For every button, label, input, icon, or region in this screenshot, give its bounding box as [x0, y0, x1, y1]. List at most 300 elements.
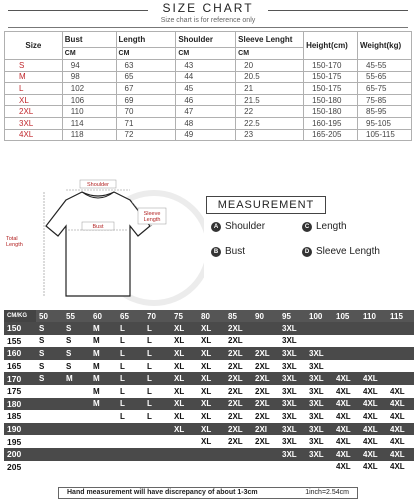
weight-header-cell: 75 — [171, 310, 198, 322]
size-recommendation-cell — [252, 322, 279, 335]
weight-height-grid — [4, 310, 414, 473]
size-recommendation-cell — [117, 461, 144, 474]
size-value-length: 65 — [116, 71, 176, 83]
size-recommendation-cell: 2XL — [225, 360, 252, 373]
size-recommendation-cell — [279, 461, 306, 474]
weight-header-cell: 110 — [360, 310, 387, 322]
size-recommendation-cell: 2XI — [252, 423, 279, 436]
size-recommendation-cell — [90, 461, 117, 474]
size-value-shoulder: 43 — [176, 60, 236, 72]
size-recommendation-cell: L — [144, 360, 171, 373]
measurement-title-box — [206, 196, 326, 214]
size-recommendation-cell: M — [90, 347, 117, 360]
size-recommendation-cell: XL — [198, 322, 225, 335]
size-value-weight: 55-65 — [358, 71, 412, 83]
size-recommendation-cell — [63, 410, 90, 423]
size-cell: M — [5, 71, 63, 83]
size-recommendation-cell — [252, 448, 279, 461]
letter-c-badge: C — [302, 222, 312, 232]
height-row — [4, 347, 414, 360]
size-recommendation-cell: 4XL — [387, 385, 414, 398]
corner-cm: CM — [7, 313, 17, 319]
weight-header-cell: 100 — [306, 310, 333, 322]
size-recommendation-cell — [360, 347, 387, 360]
size-recommendation-cell: 4XL — [333, 410, 360, 423]
size-recommendation-cell: L — [144, 398, 171, 411]
size-recommendation-cell — [198, 448, 225, 461]
size-recommendation-cell: 4XL — [333, 372, 360, 385]
size-recommendation-cell: S — [36, 322, 63, 335]
page-title: SIZE CHART — [162, 1, 254, 15]
column-header-height: Height(cm) — [304, 32, 358, 60]
size-recommendation-cell: 4XL — [360, 410, 387, 423]
size-recommendation-cell: 3XL — [279, 347, 306, 360]
size-value-bust: 106 — [62, 94, 116, 106]
size-value-bust: 114 — [62, 117, 116, 129]
size-recommendation-cell: 4XL — [333, 461, 360, 474]
size-value-weight: 45-55 — [358, 60, 412, 72]
unit-sleeve: CM — [236, 48, 304, 60]
size-recommendation-cell: S — [36, 335, 63, 348]
measurement-title: MEASUREMENT — [217, 199, 315, 211]
height-row — [4, 435, 414, 448]
header-rule — [8, 27, 408, 28]
size-recommendation-cell: 4XL — [387, 448, 414, 461]
size-recommendation-cell — [90, 410, 117, 423]
weight-header-cell: 65 — [117, 310, 144, 322]
letter-a-badge: A — [211, 222, 221, 232]
legend-label-length: Length — [316, 221, 347, 232]
size-recommendation-cell — [117, 435, 144, 448]
size-value-sleeve: 22.5 — [236, 117, 304, 129]
size-recommendation-cell: 4XL — [360, 372, 387, 385]
size-value-height: 165-205 — [304, 129, 358, 141]
size-recommendation-cell — [171, 435, 198, 448]
column-header-length: Length — [116, 32, 176, 48]
size-cell: S — [5, 60, 63, 72]
size-value-height: 150-180 — [304, 94, 358, 106]
size-value-bust: 118 — [62, 129, 116, 141]
size-value-sleeve: 20 — [236, 60, 304, 72]
size-row — [5, 106, 412, 118]
size-recommendation-cell: L — [144, 347, 171, 360]
legend-item-d — [302, 246, 380, 257]
unit-length: CM — [116, 48, 176, 60]
size-recommendation-cell: XL — [198, 385, 225, 398]
size-recommendation-cell — [171, 461, 198, 474]
size-value-shoulder: 48 — [176, 117, 236, 129]
size-recommendation-cell: XL — [198, 435, 225, 448]
height-row — [4, 448, 414, 461]
size-recommendation-cell: 3XL — [279, 423, 306, 436]
size-value-length: 71 — [116, 117, 176, 129]
weight-header-cell: 60 — [90, 310, 117, 322]
size-recommendation-cell — [36, 398, 63, 411]
column-header-weight: Weight(kg) — [358, 32, 412, 60]
size-recommendation-cell — [90, 423, 117, 436]
weight-header-cell: 105 — [333, 310, 360, 322]
column-header-shoulder: Shoulder — [176, 32, 236, 48]
size-recommendation-cell — [63, 448, 90, 461]
size-recommendation-cell — [36, 448, 63, 461]
height-cell: 185 — [4, 410, 36, 423]
size-recommendation-cell: 4XL — [360, 398, 387, 411]
size-recommendation-cell: L — [117, 398, 144, 411]
size-recommendation-cell: L — [117, 347, 144, 360]
size-column-header: Size — [5, 32, 63, 60]
size-recommendation-cell: 3XL — [279, 435, 306, 448]
legend-item-c — [302, 221, 347, 232]
size-recommendation-cell: 4XL — [387, 410, 414, 423]
size-recommendation-cell — [144, 461, 171, 474]
size-recommendation-cell: M — [90, 322, 117, 335]
size-value-bust: 94 — [62, 60, 116, 72]
size-recommendation-cell: 2XL — [225, 410, 252, 423]
size-recommendation-cell: L — [117, 410, 144, 423]
size-recommendation-cell: M — [90, 360, 117, 373]
size-recommendation-cell: 3XL — [279, 322, 306, 335]
size-value-bust: 98 — [62, 71, 116, 83]
size-value-shoulder: 45 — [176, 83, 236, 95]
size-recommendation-cell: M — [90, 398, 117, 411]
size-value-weight: 75-85 — [358, 94, 412, 106]
height-cell: 165 — [4, 360, 36, 373]
size-recommendation-cell — [252, 461, 279, 474]
height-row — [4, 398, 414, 411]
size-value-shoulder: 47 — [176, 106, 236, 118]
legend-label-sleeve: Sleeve Length — [316, 246, 380, 257]
height-cell: 190 — [4, 423, 36, 436]
size-recommendation-cell: XL — [198, 360, 225, 373]
size-value-weight: 105-115 — [358, 129, 412, 141]
size-recommendation-cell: 3XL — [279, 410, 306, 423]
size-recommendation-cell: 4XL — [387, 423, 414, 436]
size-recommendation-cell — [225, 448, 252, 461]
tshirt-diagram-svg — [4, 178, 204, 306]
size-recommendation-cell — [306, 335, 333, 348]
size-recommendation-cell: L — [144, 335, 171, 348]
size-recommendation-cell: XL — [171, 372, 198, 385]
height-cell: 205 — [4, 461, 36, 474]
weight-header-cell: 90 — [252, 310, 279, 322]
size-cell: XL — [5, 94, 63, 106]
size-recommendation-cell — [333, 360, 360, 373]
size-recommendation-cell: 2XL — [225, 347, 252, 360]
shoulder-label: Shoulder — [86, 182, 110, 188]
height-cell: 175 — [4, 385, 36, 398]
size-recommendation-cell: M — [90, 385, 117, 398]
size-recommendation-cell: 2XL — [225, 372, 252, 385]
size-recommendation-cell: 4XL — [387, 398, 414, 411]
height-row — [4, 322, 414, 335]
size-recommendation-cell: 4XL — [387, 435, 414, 448]
bust-label: Bust — [92, 224, 104, 230]
size-recommendation-cell — [117, 423, 144, 436]
height-cell: 180 — [4, 398, 36, 411]
header — [0, 0, 416, 30]
size-value-sleeve: 23 — [236, 129, 304, 141]
size-recommendation-cell: XL — [171, 335, 198, 348]
size-recommendation-cell: 4XL — [360, 423, 387, 436]
size-value-weight: 95-105 — [358, 117, 412, 129]
size-cell: 3XL — [5, 117, 63, 129]
column-header-sleeve: Sleeve Lenght — [236, 32, 304, 48]
size-recommendation-cell — [387, 372, 414, 385]
size-recommendation-cell — [387, 360, 414, 373]
size-row — [5, 83, 412, 95]
size-recommendation-cell — [63, 423, 90, 436]
size-recommendation-cell: 2XL — [225, 335, 252, 348]
size-recommendation-cell: 3XL — [306, 448, 333, 461]
total-length-label: Total Length — [6, 236, 23, 248]
grid-corner: CM/KG — [4, 310, 36, 322]
size-recommendation-cell: XL — [171, 410, 198, 423]
size-recommendation-cell: XL — [198, 335, 225, 348]
size-recommendation-cell: L — [117, 322, 144, 335]
size-row — [5, 60, 412, 72]
weight-header-cell: 115 — [387, 310, 414, 322]
size-recommendation-cell: 4XL — [360, 435, 387, 448]
unit-shoulder: CM — [176, 48, 236, 60]
size-table-body — [5, 60, 412, 141]
size-recommendation-cell: L — [117, 335, 144, 348]
size-recommendation-cell: 3XL — [306, 398, 333, 411]
size-recommendation-cell: S — [36, 372, 63, 385]
size-recommendation-cell: 3XL — [279, 372, 306, 385]
size-recommendation-cell — [171, 448, 198, 461]
size-value-length: 72 — [116, 129, 176, 141]
size-recommendation-cell: 3XL — [306, 435, 333, 448]
size-recommendation-cell: 3XL — [306, 385, 333, 398]
size-value-weight: 85-95 — [358, 106, 412, 118]
legend-label-bust: Bust — [225, 246, 246, 257]
height-cell: 150 — [4, 322, 36, 335]
size-recommendation-cell: XL — [171, 398, 198, 411]
size-recommendation-cell: 4XL — [387, 461, 414, 474]
size-recommendation-cell: 3XL — [279, 360, 306, 373]
size-recommendation-cell: S — [63, 322, 90, 335]
height-cell: 155 — [4, 335, 36, 348]
size-recommendation-cell — [36, 410, 63, 423]
weight-height-grid-body — [4, 322, 414, 473]
weight-header-cell: 95 — [279, 310, 306, 322]
size-value-height: 150-180 — [304, 106, 358, 118]
size-recommendation-cell: 2XL — [225, 385, 252, 398]
size-recommendation-cell: 2XL — [252, 347, 279, 360]
size-value-length: 70 — [116, 106, 176, 118]
size-recommendation-cell — [90, 435, 117, 448]
size-recommendation-cell — [306, 461, 333, 474]
height-cell: 195 — [4, 435, 36, 448]
weight-header-cell: 70 — [144, 310, 171, 322]
size-recommendation-cell — [333, 347, 360, 360]
size-recommendation-cell — [333, 335, 360, 348]
size-recommendation-cell: XL — [171, 423, 198, 436]
corner-kg: KG — [18, 313, 28, 319]
legend-item-b — [211, 246, 245, 257]
size-recommendation-cell: 3XL — [279, 385, 306, 398]
size-value-length: 63 — [116, 60, 176, 72]
size-recommendation-cell: 3XL — [279, 448, 306, 461]
weight-header-cell: 85 — [225, 310, 252, 322]
size-value-bust: 102 — [62, 83, 116, 95]
size-recommendation-cell — [252, 335, 279, 348]
size-recommendation-cell: 2XL — [252, 385, 279, 398]
footer-inch: 1inch=2.54cm — [305, 489, 349, 496]
size-row — [5, 129, 412, 141]
size-recommendation-cell: 4XL — [360, 461, 387, 474]
size-recommendation-cell — [90, 448, 117, 461]
size-value-height: 160-195 — [304, 117, 358, 129]
size-table — [4, 31, 412, 141]
size-recommendation-cell: 4XL — [333, 423, 360, 436]
footer-note-box — [58, 487, 358, 499]
size-recommendation-cell: 3XL — [306, 410, 333, 423]
size-recommendation-cell: L — [144, 410, 171, 423]
size-value-sleeve: 21.5 — [236, 94, 304, 106]
size-recommendation-cell: XL — [198, 398, 225, 411]
size-recommendation-cell: XL — [198, 423, 225, 436]
size-recommendation-cell: 2XL — [252, 398, 279, 411]
size-cell: L — [5, 83, 63, 95]
size-recommendation-cell: 4XL — [333, 448, 360, 461]
size-recommendation-cell: S — [63, 347, 90, 360]
size-recommendation-cell — [360, 335, 387, 348]
size-recommendation-cell — [387, 347, 414, 360]
size-recommendation-cell — [144, 423, 171, 436]
size-recommendation-cell: M — [63, 372, 90, 385]
weight-header-row — [4, 310, 414, 322]
tshirt-diagram — [4, 178, 204, 306]
size-recommendation-cell: 3XL — [306, 423, 333, 436]
size-recommendation-cell — [36, 461, 63, 474]
size-value-bust: 110 — [62, 106, 116, 118]
legend-label-shoulder: Shoulder — [225, 221, 266, 232]
size-recommendation-cell: 3XL — [306, 347, 333, 360]
size-recommendation-cell — [387, 322, 414, 335]
size-recommendation-cell — [36, 385, 63, 398]
size-value-shoulder: 46 — [176, 94, 236, 106]
page-subtitle: Size chart is for reference only — [160, 17, 256, 24]
size-recommendation-cell: L — [144, 322, 171, 335]
size-recommendation-cell: S — [63, 335, 90, 348]
size-row — [5, 94, 412, 106]
height-cell: 160 — [4, 347, 36, 360]
size-recommendation-cell: 3XL — [279, 398, 306, 411]
size-recommendation-cell — [63, 385, 90, 398]
size-cell: 4XL — [5, 129, 63, 141]
size-value-sleeve: 21 — [236, 83, 304, 95]
size-recommendation-cell: 2XL — [225, 435, 252, 448]
letter-b-badge: B — [211, 247, 221, 257]
size-recommendation-cell: 4XL — [360, 385, 387, 398]
height-row — [4, 423, 414, 436]
size-recommendation-cell: 2XL — [252, 372, 279, 385]
size-row — [5, 71, 412, 83]
size-recommendation-cell — [36, 435, 63, 448]
size-recommendation-cell: 4XL — [333, 385, 360, 398]
size-recommendation-cell — [225, 461, 252, 474]
letter-d-badge: D — [302, 247, 312, 257]
size-recommendation-cell: 3XL — [306, 372, 333, 385]
height-row — [4, 410, 414, 423]
size-recommendation-cell — [63, 435, 90, 448]
size-value-shoulder: 44 — [176, 71, 236, 83]
size-recommendation-cell: XL — [171, 385, 198, 398]
size-recommendation-cell: XL — [171, 322, 198, 335]
size-row — [5, 117, 412, 129]
size-recommendation-cell: 2XL — [225, 423, 252, 436]
size-cell: 2XL — [5, 106, 63, 118]
size-recommendation-cell: S — [63, 360, 90, 373]
size-recommendation-cell — [360, 360, 387, 373]
weight-header-cell: 80 — [198, 310, 225, 322]
size-value-shoulder: 49 — [176, 129, 236, 141]
tshirt-outline — [46, 192, 150, 296]
height-row — [4, 385, 414, 398]
size-recommendation-cell: L — [117, 372, 144, 385]
size-recommendation-cell: 2XL — [225, 398, 252, 411]
size-recommendation-cell: L — [117, 385, 144, 398]
size-value-length: 69 — [116, 94, 176, 106]
size-value-sleeve: 20.5 — [236, 71, 304, 83]
size-recommendation-cell: 2XL — [252, 360, 279, 373]
sleeve-label: Sleeve Length — [143, 211, 161, 223]
size-recommendation-cell — [63, 398, 90, 411]
size-recommendation-cell — [144, 448, 171, 461]
height-row — [4, 372, 414, 385]
size-recommendation-cell — [63, 461, 90, 474]
size-value-sleeve: 22 — [236, 106, 304, 118]
size-recommendation-cell: M — [90, 372, 117, 385]
size-value-height: 150-175 — [304, 83, 358, 95]
size-recommendation-cell: M — [90, 335, 117, 348]
size-recommendation-cell: XL — [171, 347, 198, 360]
size-recommendation-cell: 4XL — [333, 435, 360, 448]
size-recommendation-cell: XL — [171, 360, 198, 373]
size-recommendation-cell — [333, 322, 360, 335]
size-recommendation-cell: L — [144, 372, 171, 385]
size-recommendation-cell — [198, 461, 225, 474]
size-recommendation-cell: 4XL — [333, 398, 360, 411]
size-value-length: 67 — [116, 83, 176, 95]
size-table-header — [5, 32, 412, 48]
size-recommendation-cell — [144, 435, 171, 448]
header-divider-right — [268, 10, 408, 11]
size-recommendation-cell: 3XL — [306, 360, 333, 373]
footer-note: Hand measurement will have discrepancy of about 1-3cm — [67, 489, 258, 496]
size-recommendation-cell: XL — [198, 372, 225, 385]
weight-header-cell: 55 — [63, 310, 90, 322]
height-row — [4, 461, 414, 474]
column-header-bust: Bust — [62, 32, 116, 48]
height-row — [4, 335, 414, 348]
legend-item-a — [211, 221, 265, 232]
size-recommendation-cell: 4XL — [360, 448, 387, 461]
size-recommendation-cell: S — [36, 360, 63, 373]
size-recommendation-cell: 2XL — [252, 435, 279, 448]
size-recommendation-cell: S — [36, 347, 63, 360]
size-recommendation-cell: L — [144, 385, 171, 398]
weight-header-cell: 50 — [36, 310, 63, 322]
unit-bust: CM — [62, 48, 116, 60]
size-recommendation-cell — [36, 423, 63, 436]
size-recommendation-cell: XL — [198, 410, 225, 423]
size-recommendation-cell: XL — [198, 347, 225, 360]
size-recommendation-cell — [306, 322, 333, 335]
size-value-height: 150-170 — [304, 60, 358, 72]
height-cell: 200 — [4, 448, 36, 461]
